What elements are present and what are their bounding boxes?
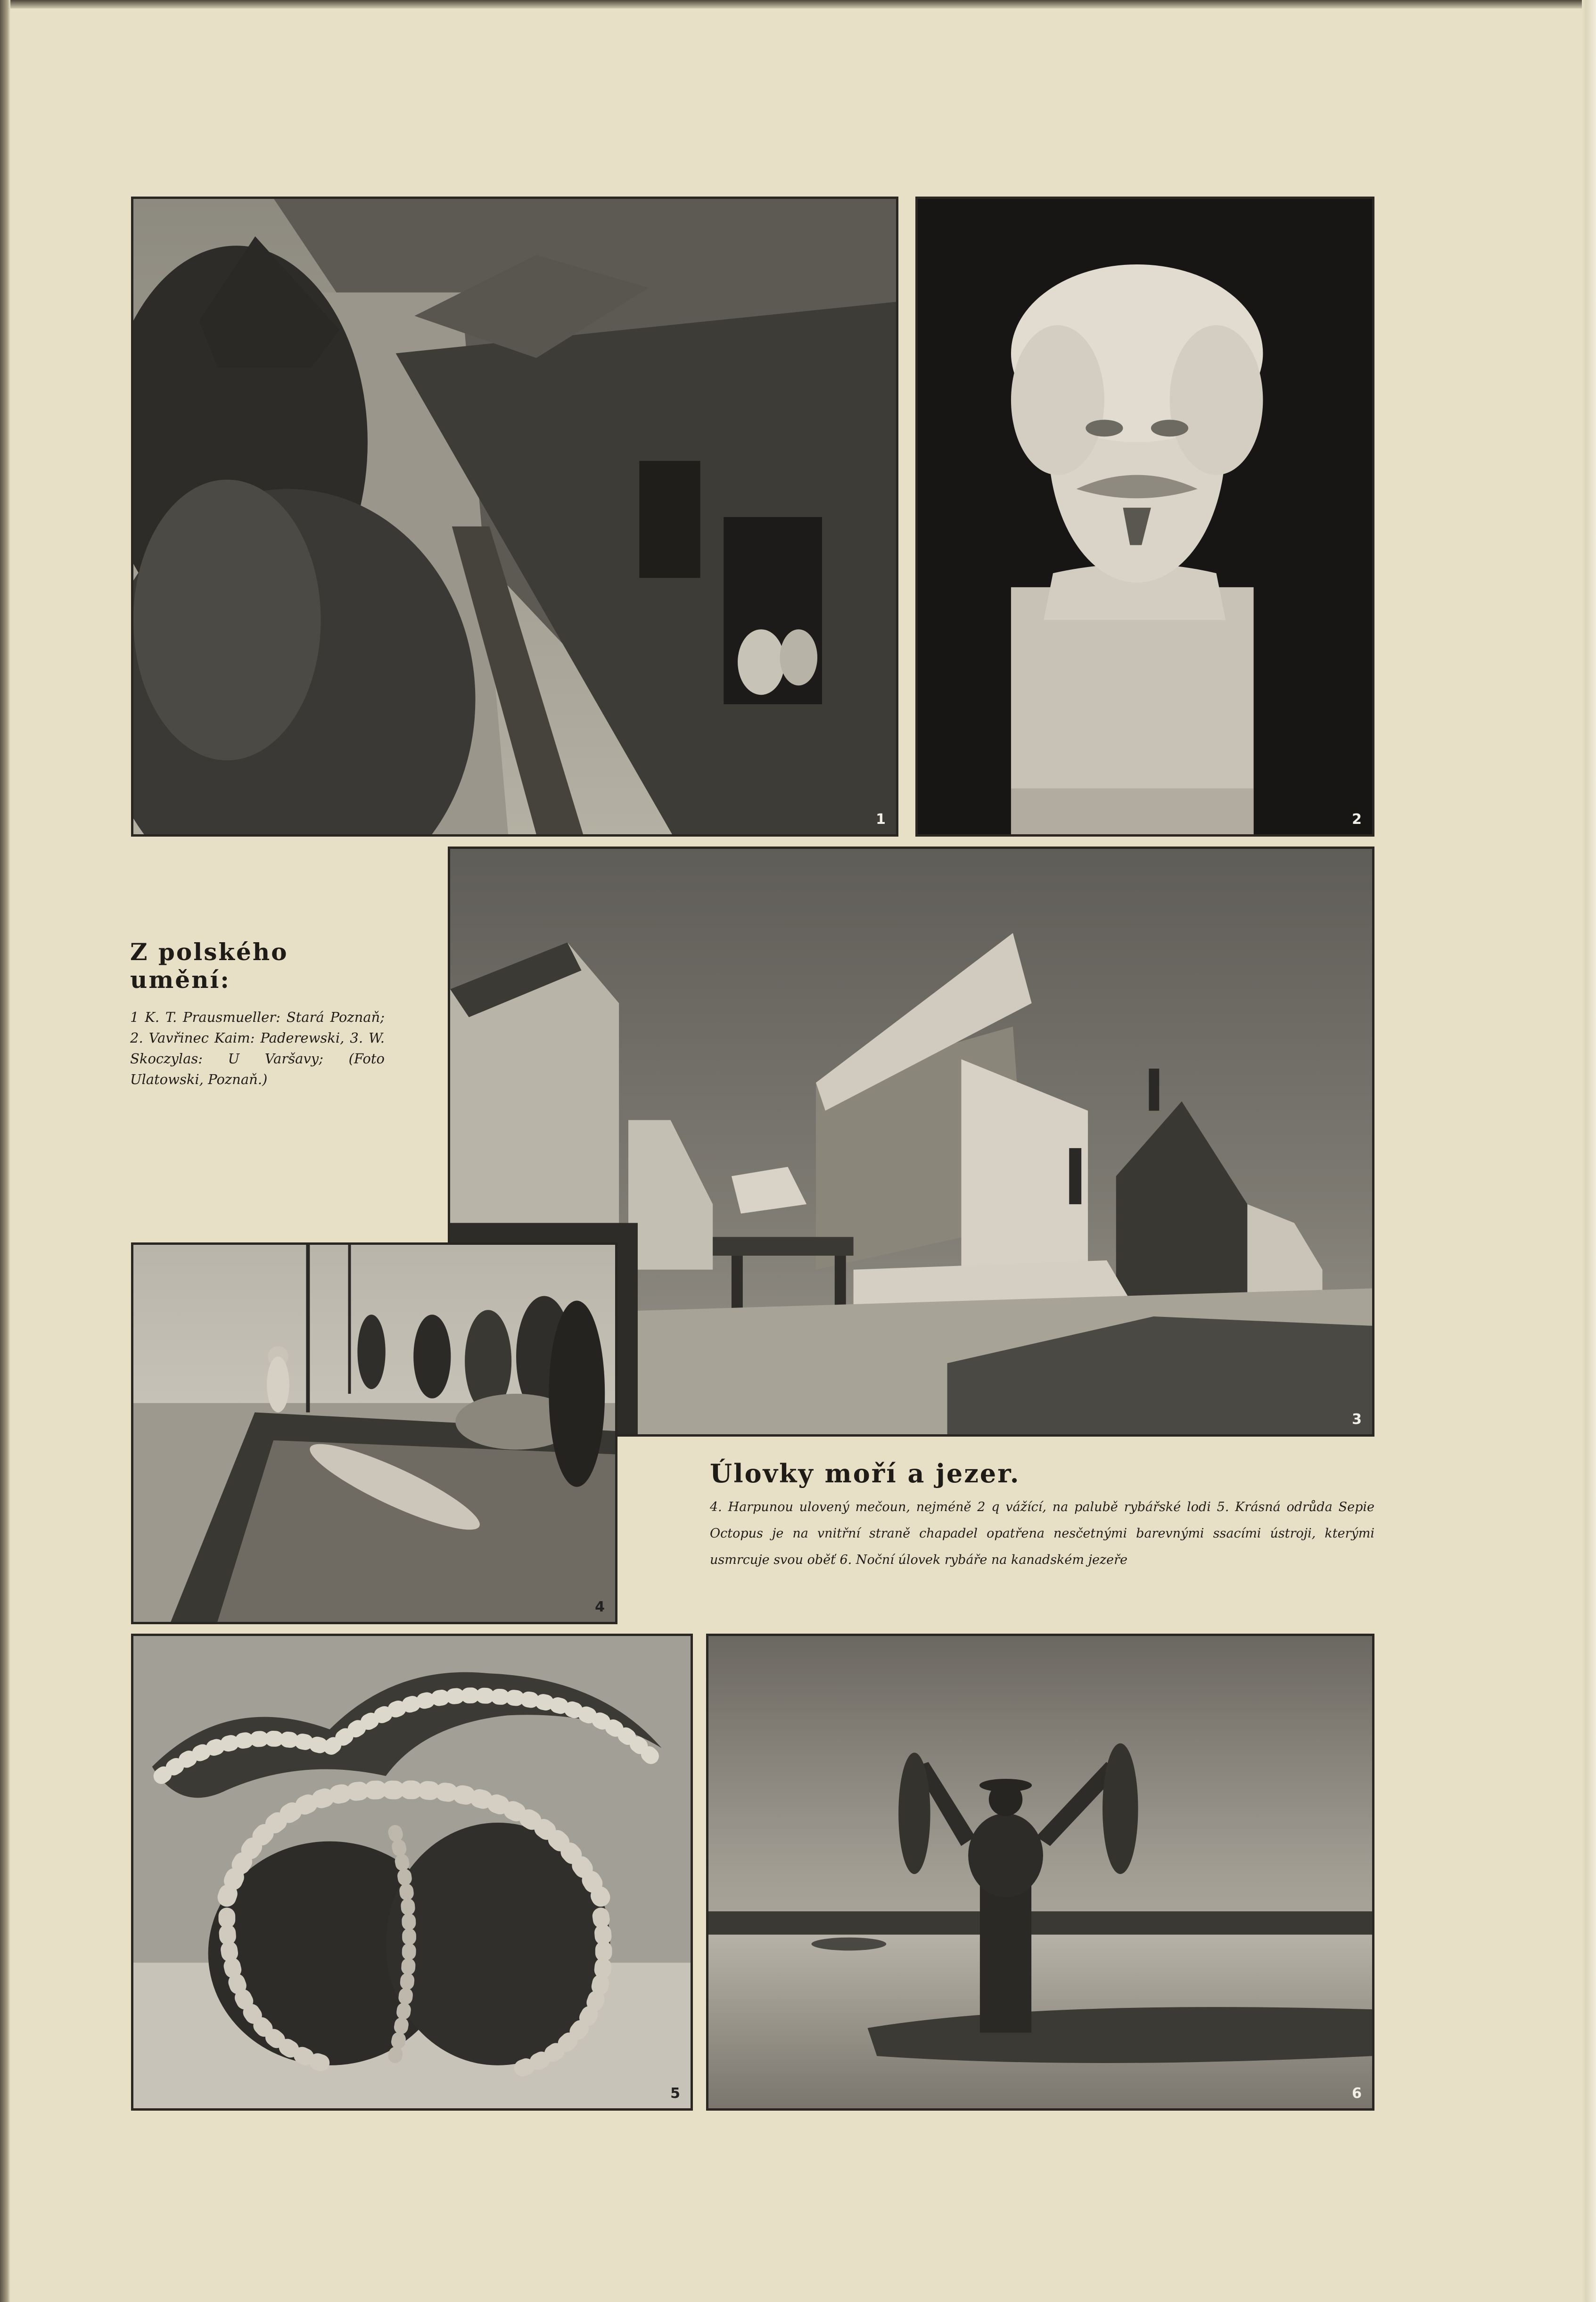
photo-number: 3 [1352, 1411, 1362, 1428]
section-title: Z polského umění: [130, 938, 288, 994]
photo-number: 6 [1352, 2085, 1362, 2102]
section-text: 1 K. T. Prausmueller: Stará Poznaň; 2. Vavřinec Kaim: Paderewski, 3. W. Skoczylas: U Varšavy; (Foto Ulatowski, Poznaň.) [130, 1009, 385, 1087]
photo-old-poznan-street [131, 197, 898, 837]
photo-swordfish-on-deck [131, 1242, 617, 1624]
caption-polish-art [130, 938, 385, 1090]
photo-number: 2 [1352, 811, 1362, 828]
section-text: 4. Harpunou ulovený mečoun, nejméně 2 q vážící, na palubě rybářské lodi 5. Krásná odrůda Sepie Octopus je na vnitřní straně chapadel opatřena nesčetnými barevnými ssacími ústroji, kterými usmrcuje svou oběť 6. Noční úlovek rybáře na kanadském jezeře [710, 1500, 1374, 1567]
section-title: Úlovky moří a jezer. [710, 1458, 1020, 1488]
photo-number: 4 [595, 1599, 605, 1615]
photo-number: 1 [876, 811, 886, 828]
page-top-edge [0, 0, 1596, 8]
photo-octopus [131, 1634, 693, 2111]
page-left-edge [0, 0, 10, 2302]
photo-paderewski-bust [915, 197, 1374, 837]
photo-canadian-lake-fisherman [706, 1634, 1374, 2111]
page-right-edge [1582, 0, 1596, 2302]
caption-sea-and-lake-catches [710, 1458, 1374, 1573]
photo-number: 5 [670, 2085, 680, 2102]
